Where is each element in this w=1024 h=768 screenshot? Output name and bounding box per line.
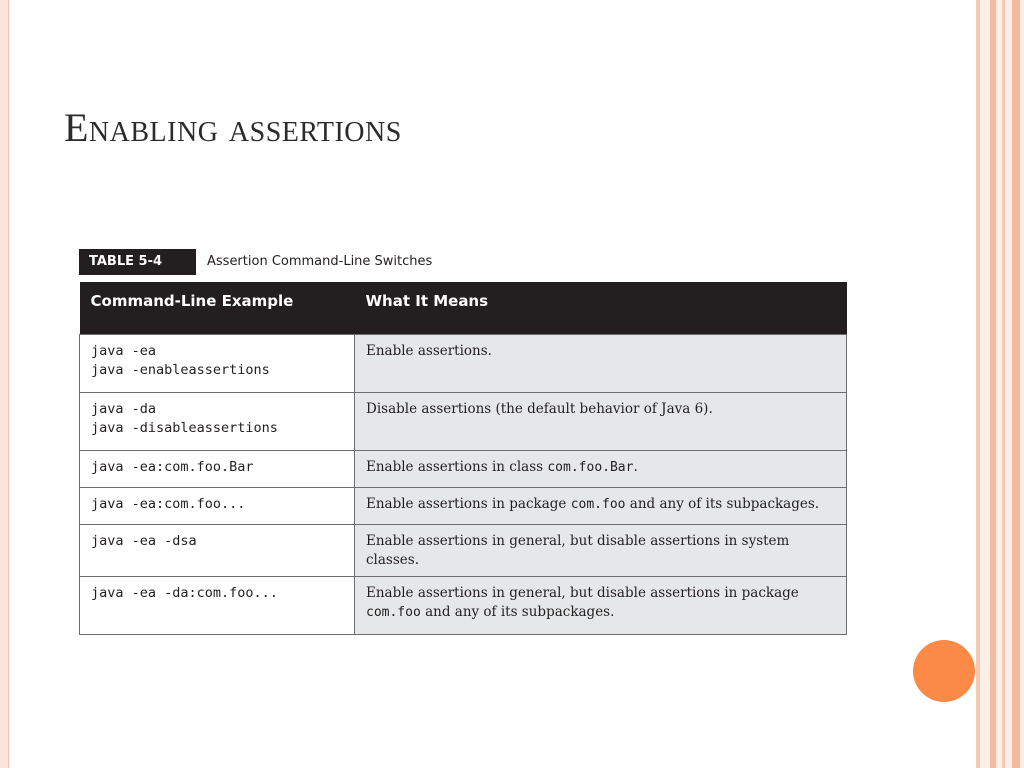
meaning-text: Enable assertions in package (366, 495, 571, 512)
command-cell: java -ea -dsa (80, 524, 355, 576)
slide-title: Enabling assertions (64, 105, 402, 150)
command-cell: java -ea:com.foo... (80, 487, 355, 524)
meaning-code: com.foo (570, 496, 626, 512)
meaning-text-suffix: . (633, 458, 638, 475)
meaning-cell (355, 487, 847, 524)
meaning-text: Enable assertions. (366, 342, 492, 359)
table-row (80, 392, 847, 450)
table-number-tag: TABLE 5-4 (79, 249, 196, 275)
left-border-decoration (0, 0, 9, 768)
meaning-text: Enable assertions in general, but disable assertions in package (366, 584, 799, 601)
meaning-text-suffix: and any of its subpackages. (420, 603, 615, 620)
column-header-meaning: What It Means (355, 282, 847, 334)
meaning-code: com.foo (366, 604, 421, 620)
meaning-text-suffix: and any of its subpackages. (625, 495, 820, 512)
meaning-cell (355, 334, 847, 392)
table-row (80, 450, 847, 487)
table-header-row (80, 282, 847, 334)
meaning-text: Enable assertions in class (366, 458, 548, 475)
table-row (80, 334, 847, 392)
right-border-decoration (976, 0, 1024, 768)
table-caption (79, 249, 779, 275)
meaning-cell (355, 576, 847, 634)
command-cell: java -ea java -enableassertions (80, 334, 355, 392)
table-row (80, 576, 847, 634)
meaning-text: Disable assertions (the default behavior of Java 6). (366, 400, 713, 417)
column-header-command: Command-Line Example (80, 282, 355, 334)
meaning-cell (355, 450, 847, 487)
meaning-code: com.foo.Bar (547, 459, 634, 475)
table-row (80, 524, 847, 576)
assertion-switches-table (79, 282, 847, 635)
command-cell: java -ea -da:com.foo... (80, 576, 355, 634)
command-cell: java -ea:com.foo.Bar (80, 450, 355, 487)
orange-circle-decoration (913, 640, 975, 702)
meaning-text: Enable assertions in general, but disable assertions in system classes. (366, 532, 790, 568)
meaning-cell (355, 392, 847, 450)
meaning-cell (355, 524, 847, 576)
table-row (80, 487, 847, 524)
table-caption-text: Assertion Command-Line Switches (207, 254, 433, 269)
command-cell: java -da java -disableassertions (80, 392, 355, 450)
